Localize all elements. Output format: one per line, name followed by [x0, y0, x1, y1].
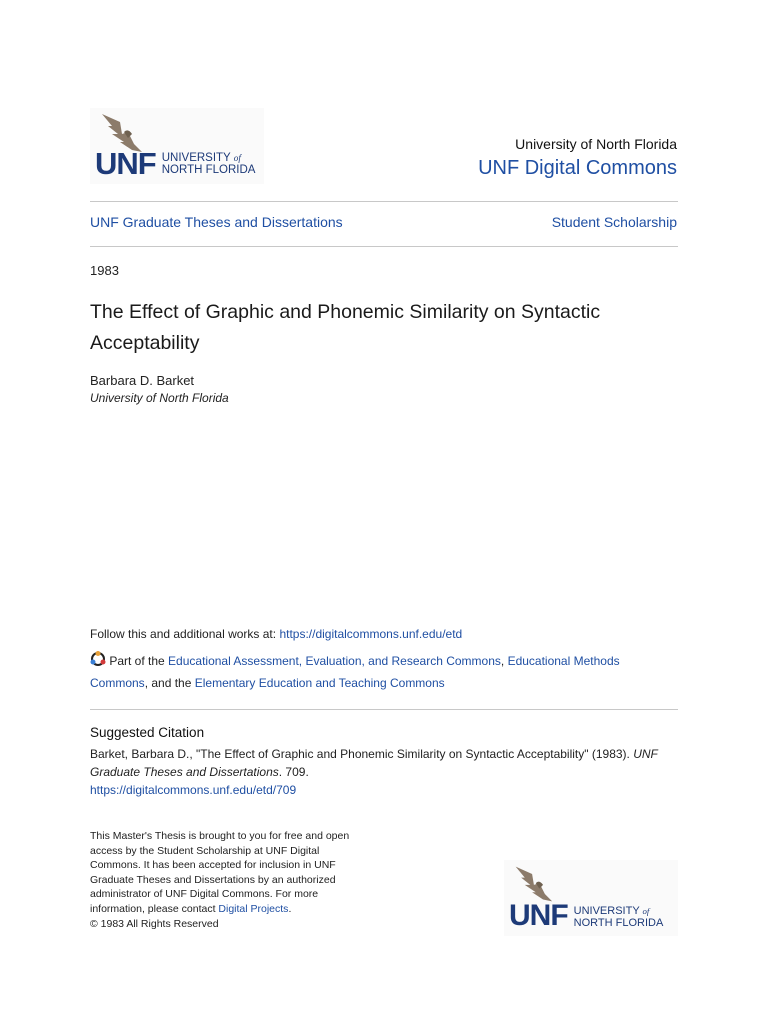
footer-contact-prefix: information, please contact [90, 902, 219, 915]
divider-top [90, 201, 678, 202]
citation-heading: Suggested Citation [90, 725, 205, 740]
logo-wordmark [162, 152, 256, 177]
footer-line: administrator of UNF Digital Commons. For more [90, 888, 319, 901]
unf-logo-bottom [504, 860, 678, 936]
footer-line: This Master's Thesis is brought to you for free and open [90, 830, 350, 842]
divider-breadcrumb [90, 246, 678, 247]
part-of-block [90, 650, 680, 694]
follow-prefix: Follow this and additional works at: [90, 627, 280, 641]
footer-notice [90, 829, 390, 931]
logo-of: of [233, 152, 241, 163]
commons-link-methods-a[interactable]: Educational Methods [507, 654, 620, 668]
follow-line [90, 627, 462, 641]
part-of-sep2: , and the [144, 676, 195, 690]
logo-of: of [642, 905, 650, 916]
footer-contact-suffix: . [288, 902, 292, 915]
commons-link-elementary[interactable]: Elementary Education and Teaching Commons [194, 676, 445, 690]
osprey-bird-icon [512, 864, 554, 904]
breadcrumb-scholarship-link[interactable]: Student Scholarship [551, 214, 677, 230]
logo-wordmark [574, 905, 664, 929]
part-of-sep1: , [500, 654, 508, 668]
unf-logo-top [90, 108, 264, 184]
citation-url-link[interactable]: https://digitalcommons.unf.edu/etd/709 [90, 783, 297, 797]
footer-line: Graduate Theses and Dissertations by an authorized [90, 873, 336, 886]
commons-link-assessment[interactable]: Educational Assessment, Evaluation, and Research Commons [168, 654, 501, 668]
logo-line1: UNIVERSITY [573, 904, 640, 917]
citation-body: Barket, Barbara D., "The Effect of Graphic and Phonemic Similarity on Syntactic Acceptability" (1983). [90, 747, 634, 761]
institution-name: University of North Florida [515, 136, 677, 152]
citation-number: . 709. [278, 765, 309, 779]
part-of-prefix: Part of the [109, 654, 169, 668]
author-name: Barbara D. Barket [90, 373, 195, 388]
logo-abbrev: UNF [509, 899, 568, 932]
publication-year: 1983 [90, 263, 119, 278]
author-affiliation: University of North Florida [90, 391, 229, 405]
divider-citation [90, 709, 678, 710]
citation-series-a: UNF [633, 747, 658, 761]
citation-series-b: Graduate Theses and Dissertations [90, 765, 279, 779]
citation-text [90, 745, 680, 799]
logo-line1: UNIVERSITY [161, 151, 231, 164]
network-commons-icon [90, 651, 106, 667]
repository-link[interactable]: UNF Digital Commons [478, 157, 677, 179]
logo-line2: NORTH FLORIDA [573, 916, 664, 929]
logo-abbrev: UNF [95, 146, 156, 181]
follow-url-link[interactable]: https://digitalcommons.unf.edu/etd [279, 627, 463, 641]
footer-line [90, 902, 390, 917]
osprey-bird-icon [98, 112, 144, 154]
footer-line: access by the Student Scholarship at UNF Digital [90, 844, 320, 857]
breadcrumb-series-link[interactable]: UNF Graduate Theses and Dissertations [90, 214, 343, 230]
copyright: © 1983 All Rights Reserved [90, 917, 219, 930]
page-title: The Effect of Graphic and Phonemic Similarity on Syntactic Acceptability [90, 301, 601, 354]
digital-projects-link[interactable]: Digital Projects [218, 902, 289, 915]
logo-line2: NORTH FLORIDA [161, 164, 256, 177]
footer-line: Commons. It has been accepted for inclusion in UNF [90, 859, 336, 872]
commons-link-methods-b[interactable]: Commons [90, 676, 145, 690]
